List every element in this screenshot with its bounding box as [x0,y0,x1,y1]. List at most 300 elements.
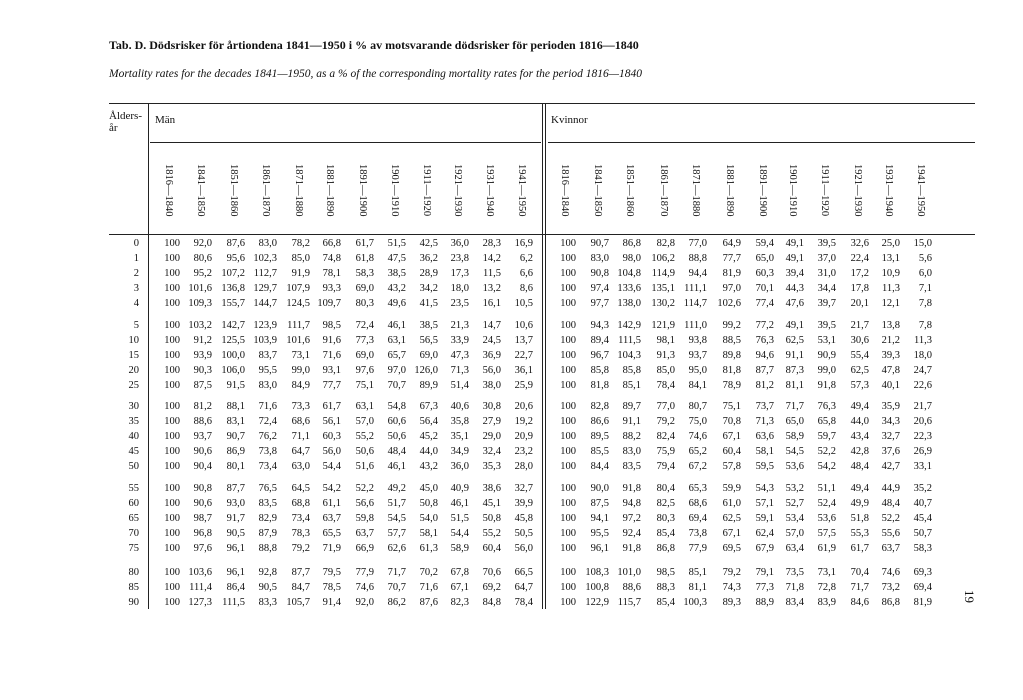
women-value-cell: 21,2 [881,335,900,346]
women-value-cell: 100 [560,513,576,524]
men-value-cell: 51,7 [387,498,406,509]
women-value-cell: 77,0 [688,238,707,249]
women-value-cell: 42,8 [850,446,869,457]
women-value-cell: 53,4 [785,513,804,524]
women-value-cell: 54,3 [755,483,774,494]
men-value-cell: 10,5 [514,298,533,309]
age-cell: 1 [133,253,139,264]
women-value-cell: 88,2 [622,431,641,442]
men-value-cell: 56,4 [419,416,438,427]
men-value-cell: 60,6 [387,416,406,427]
women-value-cell: 122,9 [585,597,609,608]
men-value-cell: 70,7 [387,380,406,391]
men-value-cell: 100 [164,513,180,524]
men-value-cell: 124,5 [286,298,310,309]
men-value-cell: 80,1 [226,461,245,472]
women-value-cell: 104,3 [617,350,641,361]
men-value-cell: 100 [164,283,180,294]
men-value-cell: 23,2 [514,446,533,457]
women-value-cell: 7,8 [918,320,932,331]
men-value-cell: 49,6 [387,298,406,309]
age-cell: 25 [128,380,139,391]
women-value-cell: 79,2 [656,416,675,427]
women-value-cell: 63,7 [881,543,900,554]
men-value-cell: 70,2 [419,567,438,578]
women-value-cell: 95,0 [688,365,707,376]
women-value-cell: 39,3 [881,350,900,361]
men-value-cell: 63,1 [355,401,374,412]
men-value-cell: 100 [164,365,180,376]
women-value-cell: 61,9 [817,543,836,554]
men-value-cell: 84,9 [291,380,310,391]
women-value-cell: 76,3 [755,335,774,346]
women-value-cell: 82,5 [656,498,675,509]
age-cell: 2 [133,268,139,279]
women-value-cell: 85,1 [688,567,707,578]
group-divider-rule-2 [545,104,546,609]
men-value-cell: 6,6 [519,268,533,279]
men-value-cell: 106,0 [221,365,245,376]
men-value-cell: 47,5 [387,253,406,264]
men-value-cell: 95,5 [258,365,277,376]
women-value-cell: 95,5 [590,528,609,539]
men-value-cell: 61,7 [355,238,374,249]
men-value-cell: 90,4 [193,461,212,472]
women-value-cell: 22,6 [913,380,932,391]
women-value-cell: 86,8 [656,543,675,554]
men-value-cell: 50,8 [482,513,501,524]
women-value-cell: 83,0 [590,253,609,264]
women-value-cell: 48,4 [881,498,900,509]
women-value-cell: 102,6 [717,298,741,309]
men-value-cell: 73,1 [291,350,310,361]
men-value-cell: 69,0 [355,283,374,294]
men-value-cell: 23,8 [450,253,469,264]
period-header: 1881—1890 [324,163,335,217]
age-cell: 55 [128,483,139,494]
women-value-cell: 121,9 [651,320,675,331]
men-value-cell: 69,0 [419,350,438,361]
women-value-cell: 65,3 [688,483,707,494]
men-value-cell: 63,1 [387,335,406,346]
women-value-cell: 20,1 [850,298,869,309]
women-value-cell: 21,7 [850,320,869,331]
women-value-cell: 89,7 [622,401,641,412]
men-value-cell: 54,2 [322,483,341,494]
women-value-cell: 44,3 [785,283,804,294]
men-value-cell: 63,7 [322,513,341,524]
women-value-cell: 34,4 [817,283,836,294]
women-value-cell: 85,8 [622,365,641,376]
women-value-cell: 53,6 [817,513,836,524]
women-value-cell: 52,4 [817,498,836,509]
women-value-cell: 43,4 [850,431,869,442]
women-value-cell: 49,4 [850,483,869,494]
men-value-cell: 97,6 [355,365,374,376]
men-value-cell: 42,5 [419,238,438,249]
women-value-cell: 84,1 [688,380,707,391]
age-cell: 4 [133,298,139,309]
women-value-cell: 108,3 [585,567,609,578]
women-value-cell: 89,4 [590,335,609,346]
women-value-cell: 35,9 [881,401,900,412]
women-value-cell: 74,6 [688,431,707,442]
women-value-cell: 39,5 [817,320,836,331]
men-value-cell: 112,7 [253,268,277,279]
men-value-cell: 28,0 [514,461,533,472]
women-value-cell: 7,1 [918,283,932,294]
women-value-cell: 67,2 [688,461,707,472]
women-value-cell: 77,0 [656,401,675,412]
women-value-cell: 142,9 [617,320,641,331]
women-value-cell: 57,0 [785,528,804,539]
women-value-cell: 18,0 [913,350,932,361]
women-value-cell: 79,2 [722,567,741,578]
men-value-cell: 38,0 [482,380,501,391]
women-value-cell: 84,4 [590,461,609,472]
women-value-cell: 79,1 [755,567,774,578]
women-value-cell: 100 [560,401,576,412]
men-value-cell: 16,1 [482,298,501,309]
men-value-cell: 136,8 [221,283,245,294]
women-value-cell: 6,0 [918,268,932,279]
women-value-cell: 80,7 [688,401,707,412]
men-value-cell: 100 [164,446,180,457]
age-cell: 75 [128,543,139,554]
men-value-cell: 69,0 [355,350,374,361]
men-value-cell: 66,9 [355,543,374,554]
women-value-cell: 92,4 [622,528,641,539]
men-value-cell: 82,3 [450,597,469,608]
men-value-cell: 24,5 [482,335,501,346]
men-value-cell: 83,7 [258,350,277,361]
women-value-cell: 49,1 [785,238,804,249]
men-value-cell: 93,7 [193,431,212,442]
women-value-cell: 75,1 [722,401,741,412]
men-value-cell: 54,4 [322,461,341,472]
women-value-cell: 71,3 [755,416,774,427]
men-value-cell: 56,1 [322,416,341,427]
men-value-cell: 61,3 [419,543,438,554]
men-value-cell: 93,1 [322,365,341,376]
women-value-cell: 69,4 [688,513,707,524]
men-value-cell: 48,4 [387,446,406,457]
women-value-cell: 10,9 [881,268,900,279]
women-value-cell: 94,8 [622,498,641,509]
men-value-cell: 100 [164,483,180,494]
women-value-cell: 5,6 [918,253,932,264]
men-value-cell: 87,7 [291,567,310,578]
women-value-cell: 83,9 [817,597,836,608]
women-value-cell: 100 [560,380,576,391]
men-value-cell: 97,6 [193,543,212,554]
men-value-cell: 100 [164,320,180,331]
men-value-cell: 100 [164,498,180,509]
men-value-cell: 100 [164,416,180,427]
men-value-cell: 44,0 [419,446,438,457]
women-value-cell: 86,8 [881,597,900,608]
period-header: 1901—1910 [787,163,798,217]
women-value-cell: 106,2 [651,253,675,264]
men-value-cell: 71,3 [450,365,469,376]
men-value-cell: 100 [164,335,180,346]
men-value-cell: 66,5 [514,567,533,578]
men-value-cell: 111,7 [287,320,310,331]
men-value-cell: 36,0 [450,238,469,249]
women-value-cell: 97,4 [590,283,609,294]
men-value-cell: 46,1 [387,320,406,331]
men-value-cell: 46,1 [450,498,469,509]
women-value-cell: 88,6 [622,582,641,593]
men-value-cell: 126,0 [414,365,438,376]
women-value-cell: 114,9 [651,268,675,279]
women-value-cell: 52,7 [785,498,804,509]
women-value-cell: 59,1 [755,513,774,524]
women-value-cell: 68,6 [688,498,707,509]
men-value-cell: 73,3 [291,401,310,412]
men-value-cell: 33,9 [450,335,469,346]
women-value-cell: 93,8 [688,335,707,346]
men-value-cell: 84,8 [482,597,501,608]
men-value-cell: 54,4 [450,528,469,539]
women-value-cell: 91,1 [622,416,641,427]
women-value-cell: 73,1 [817,567,836,578]
men-value-cell: 105,7 [286,597,310,608]
women-value-cell: 83,4 [785,597,804,608]
men-value-cell: 58,1 [419,528,438,539]
women-value-cell: 13,1 [881,253,900,264]
men-value-cell: 100 [164,401,180,412]
period-header: 1861—1870 [260,163,271,217]
women-value-cell: 59,4 [755,238,774,249]
men-value-cell: 100 [164,567,180,578]
women-value-cell: 67,1 [722,431,741,442]
women-value-cell: 97,7 [590,298,609,309]
men-value-cell: 32,7 [514,483,533,494]
women-value-cell: 60,3 [755,268,774,279]
women-value-cell: 65,2 [688,446,707,457]
men-value-cell: 127,3 [188,597,212,608]
men-value-cell: 38,5 [387,268,406,279]
men-value-cell: 99,0 [291,365,310,376]
women-value-cell: 21,7 [913,401,932,412]
women-value-cell: 73,7 [755,401,774,412]
age-cell: 3 [133,283,139,294]
men-value-cell: 71,6 [322,350,341,361]
men-value-cell: 41,5 [419,298,438,309]
men-value-cell: 93,9 [193,350,212,361]
men-value-cell: 70,7 [387,582,406,593]
men-value-cell: 87,7 [226,483,245,494]
men-value-cell: 54,8 [387,401,406,412]
men-value-cell: 103,2 [188,320,212,331]
men-value-cell: 101,6 [286,335,310,346]
women-value-cell: 71,7 [785,401,804,412]
women-value-cell: 70,8 [722,416,741,427]
men-value-cell: 22,7 [514,350,533,361]
men-value-cell: 57,0 [355,416,374,427]
women-value-cell: 90,8 [590,268,609,279]
men-value-cell: 46,1 [387,461,406,472]
men-value-cell: 76,2 [258,431,277,442]
women-value-cell: 85,4 [656,597,675,608]
men-value-cell: 59,8 [355,513,374,524]
men-value-cell: 60,3 [322,431,341,442]
men-value-cell: 20,6 [514,401,533,412]
men-value-cell: 125,5 [221,335,245,346]
men-value-cell: 50,6 [387,431,406,442]
women-value-cell: 57,3 [850,380,869,391]
men-value-cell: 65,5 [322,528,341,539]
men-value-cell: 35,3 [482,461,501,472]
women-value-cell: 89,3 [722,597,741,608]
women-value-cell: 75,0 [688,416,707,427]
women-value-cell: 57,1 [755,498,774,509]
women-value-cell: 52,2 [881,513,900,524]
women-value-cell: 100 [560,543,576,554]
period-header: 1941—1950 [516,163,527,217]
men-value-cell: 71,7 [387,567,406,578]
men-value-cell: 56,0 [322,446,341,457]
men-value-cell: 76,5 [258,483,277,494]
women-value-cell: 80,4 [656,483,675,494]
women-value-cell: 54,2 [817,461,836,472]
men-value-cell: 65,7 [387,350,406,361]
men-value-cell: 56,6 [355,498,374,509]
women-value-cell: 133,6 [617,283,641,294]
women-value-cell: 55,4 [850,350,869,361]
women-value-cell: 40,7 [913,498,932,509]
men-value-cell: 90,5 [226,528,245,539]
women-value-cell: 25,0 [881,238,900,249]
period-header: 1881—1890 [724,163,735,217]
women-value-cell: 98,1 [656,335,675,346]
men-value-cell: 38,6 [482,483,501,494]
men-value-cell: 86,4 [226,582,245,593]
men-value-cell: 97,0 [387,365,406,376]
men-value-cell: 69,2 [482,582,501,593]
age-cell: 45 [128,446,139,457]
women-value-cell: 100 [560,461,576,472]
men-value-cell: 100 [164,582,180,593]
women-value-cell: 52,2 [817,446,836,457]
age-cell: 80 [128,567,139,578]
men-value-cell: 81,2 [193,401,212,412]
women-value-cell: 22,4 [850,253,869,264]
women-value-cell: 87,7 [755,365,774,376]
men-value-cell: 90,3 [193,365,212,376]
women-value-cell: 74,6 [881,567,900,578]
men-value-cell: 129,7 [253,283,277,294]
men-value-cell: 96,1 [226,567,245,578]
women-value-cell: 100 [560,416,576,427]
men-value-cell: 61,7 [322,401,341,412]
period-header: 1816—1840 [559,163,570,217]
men-value-cell: 28,9 [419,268,438,279]
men-value-cell: 56,5 [419,335,438,346]
men-value-cell: 62,6 [387,543,406,554]
men-value-cell: 14,7 [482,320,501,331]
men-value-cell: 103,6 [188,567,212,578]
period-header: 1816—1840 [163,163,174,217]
women-value-cell: 87,5 [590,498,609,509]
women-value-cell: 65,0 [755,253,774,264]
men-value-cell: 96,1 [226,543,245,554]
age-cell: 15 [128,350,139,361]
women-value-cell: 72,8 [817,582,836,593]
men-value-cell: 100 [164,431,180,442]
men-value-cell: 20,9 [514,431,533,442]
men-value-cell: 79,5 [322,567,341,578]
men-value-cell: 86,2 [387,597,406,608]
men-value-cell: 25,9 [514,380,533,391]
men-value-cell: 49,2 [387,483,406,494]
women-value-cell: 55,3 [850,528,869,539]
age-cell: 10 [128,335,139,346]
men-value-cell: 68,8 [291,498,310,509]
women-value-cell: 100 [560,298,576,309]
women-value-cell: 81,2 [755,380,774,391]
page-number: 19 [962,589,977,603]
men-value-cell: 67,3 [419,401,438,412]
men-value-cell: 87,9 [258,528,277,539]
men-value-cell: 100,0 [221,350,245,361]
men-value-cell: 87,6 [226,238,245,249]
women-value-cell: 85,5 [590,446,609,457]
women-value-cell: 99,2 [722,320,741,331]
women-value-cell: 91,8 [817,380,836,391]
men-value-cell: 101,6 [188,283,212,294]
men-value-cell: 35,8 [450,416,469,427]
women-value-cell: 73,2 [881,582,900,593]
women-value-cell: 63,4 [785,543,804,554]
group-header-women: Kvinnor [551,114,588,126]
men-value-cell: 88,1 [226,401,245,412]
men-value-cell: 71,6 [258,401,277,412]
women-value-cell: 100 [560,253,576,264]
women-value-cell: 100 [560,365,576,376]
women-value-cell: 78,4 [656,380,675,391]
men-value-cell: 36,1 [514,365,533,376]
men-value-cell: 58,3 [355,268,374,279]
women-value-cell: 30,6 [850,335,869,346]
men-value-cell: 90,7 [226,431,245,442]
men-value-cell: 55,2 [482,528,501,539]
men-value-cell: 100 [164,268,180,279]
women-value-cell: 55,6 [881,528,900,539]
period-header: 1891—1900 [357,163,368,217]
period-header: 1931—1940 [883,163,894,217]
men-value-cell: 13,7 [514,335,533,346]
men-value-cell: 23,5 [450,298,469,309]
period-header: 1891—1900 [757,163,768,217]
women-value-cell: 12,1 [881,298,900,309]
women-value-cell: 94,4 [688,268,707,279]
men-value-cell: 142,7 [221,320,245,331]
women-value-cell: 81,9 [913,597,932,608]
men-value-cell: 72,4 [258,416,277,427]
men-value-cell: 98,7 [193,513,212,524]
women-value-cell: 65,0 [785,416,804,427]
age-cell: 30 [128,401,139,412]
women-value-cell: 26,9 [913,446,932,457]
women-value-cell: 111,1 [684,283,707,294]
men-value-cell: 73,4 [291,513,310,524]
period-header: 1871—1880 [690,163,701,217]
men-value-cell: 111,5 [222,597,245,608]
men-value-cell: 93,3 [322,283,341,294]
age-cell: 60 [128,498,139,509]
